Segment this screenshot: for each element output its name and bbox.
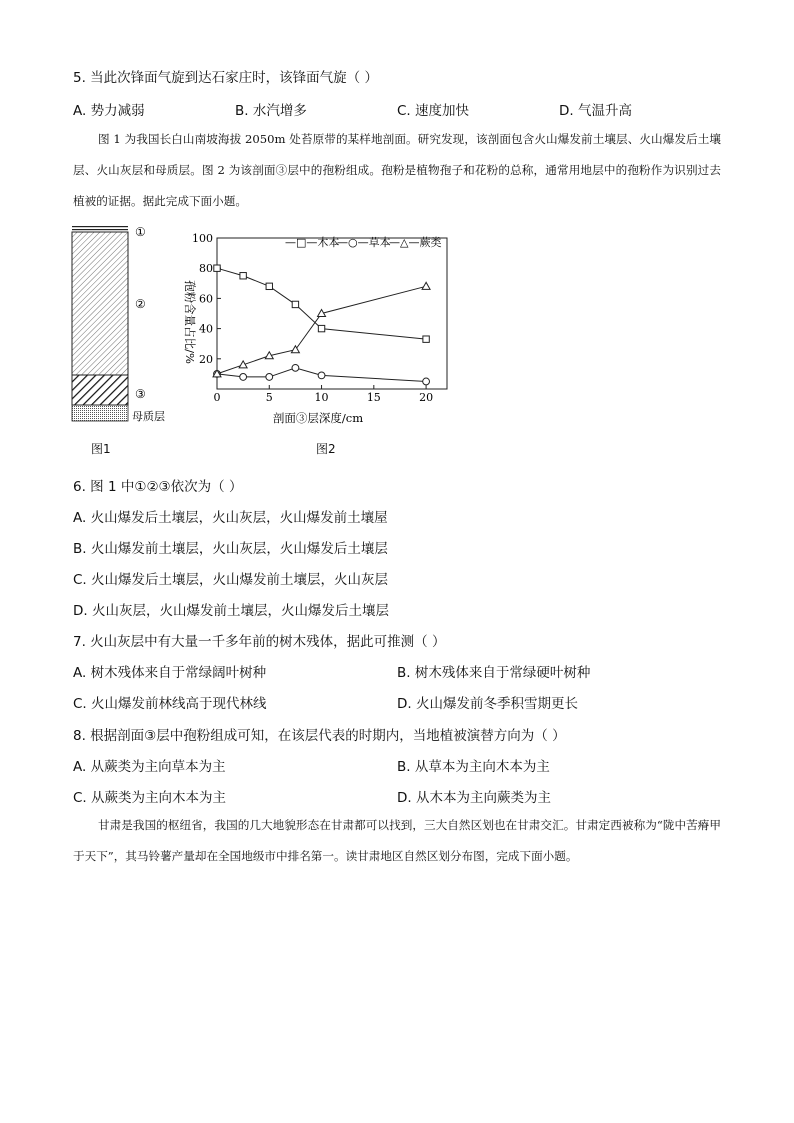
q5-option-a: A. 势力减弱 — [73, 103, 145, 119]
q7-option-a: A. 树木残体来自于常绿阔叶树种 — [73, 665, 267, 681]
x-tick-label: 10 — [314, 391, 329, 404]
x-axis-label: 剖面③层深度/cm — [272, 411, 364, 425]
q5-stem: 5. 当此次锋面气旋到达石家庄时，该锋面气旋（ ） — [73, 70, 378, 86]
fern-point — [422, 282, 430, 289]
herb-point — [423, 378, 430, 385]
woody-point — [318, 325, 324, 331]
herb-point — [292, 364, 299, 371]
q8-stem: 8. 根据剖面③层中孢粉组成可知，在该层代表的时期内，当地植被演替方向为（ ） — [73, 728, 566, 744]
q7-option-c: C. 火山爆发前林线高于现代林线 — [73, 696, 267, 712]
herb-point — [318, 372, 325, 379]
woody-point — [292, 301, 298, 307]
q6-stem: 6. 图 1 中①②③依次为（ ） — [73, 479, 243, 495]
figure-2-pollen-chart — [175, 226, 460, 431]
figure-2-caption: 图2 — [316, 442, 336, 456]
q8-option-c: C. 从蕨类为主向木本为主 — [73, 790, 227, 806]
layer-3-soil — [72, 375, 128, 405]
layer-1-line-b — [72, 229, 128, 230]
woody-point — [214, 265, 220, 271]
fern-point — [291, 346, 299, 353]
q7-option-d: D. 火山爆发前冬季积雪期更长 — [397, 696, 578, 712]
y-tick-label: 100 — [192, 232, 213, 245]
passage-1: 图 1 为我国长白山南坡海拔 2050m 处苔原带的某样地剖面。研究发现，该剖面包含火山爆发前土壤层、火山爆发后土壤层、火山灰层和母质层。图 2 为该剖面③层中的孢粉组成。孢粉是植物孢子和花粉的总称，通常用地层中的孢粉作为识别过去植被的证据。据此完成下面小题。 — [73, 132, 721, 208]
woody-point — [240, 273, 246, 279]
x-tick-label: 15 — [366, 391, 381, 404]
figure-1-caption: 图1 — [91, 442, 111, 456]
parent-material-layer — [72, 405, 128, 421]
y-tick-label: 40 — [199, 322, 213, 336]
x-tick-label: 5 — [265, 391, 273, 404]
q6-option-d: D. 火山灰层，火山爆发前土壤层，火山爆发后土壤层 — [73, 603, 389, 619]
q7-stem: 7. 火山灰层中有大量一千多年前的树木残体，据此可推测（ ） — [73, 634, 446, 650]
herb-point — [266, 374, 273, 381]
q8-option-d: D. 从木本为主向蕨类为主 — [397, 790, 551, 806]
layer-label-2: ② — [135, 297, 146, 311]
layer-label-1: ① — [135, 225, 146, 239]
chart-legend — [285, 235, 441, 249]
y-tick-label: 80 — [199, 262, 213, 276]
y-tick-label: 60 — [199, 292, 213, 306]
x-tick-label: 20 — [419, 391, 434, 404]
q6-option-b: B. 火山爆发前土壤层，火山灰层，火山爆发后土壤层 — [73, 541, 388, 557]
q5-option-b: B. 水汽增多 — [235, 103, 307, 119]
layer-1-line-a — [72, 226, 128, 227]
q6-option-a: A. 火山爆发后土壤层，火山灰层，火山爆发前土壤屋 — [73, 510, 388, 526]
layer-label-3: ③ — [135, 387, 146, 401]
woody-point — [423, 336, 429, 342]
woody-point — [266, 283, 272, 289]
q5-option-d: D. 气温升高 — [559, 103, 632, 119]
y-axis-label: 孢粉含量占比/% — [183, 280, 197, 364]
q8-option-b: B. 从草本为主向木本为主 — [397, 759, 550, 775]
q5-option-c: C. 速度加快 — [397, 103, 470, 119]
legend-woody: —□—木本 — [285, 236, 340, 249]
figure-1-soil-profile — [70, 222, 180, 427]
passage-2: 甘肃是我国的枢纽省，我国的几大地貌形态在甘肃都可以找到，三大自然区划也在甘肃交汇。甘肃定西被称为“陇中苦瘠甲于天下”，其马铃薯产量却在全国地级市中排名第一。读甘肃地区自然区划分布图，完成下面小题。 — [73, 818, 721, 863]
y-tick-label: 20 — [199, 352, 213, 366]
q8-option-a: A. 从蕨类为主向草本为主 — [73, 759, 226, 775]
q7-option-b: B. 树木残体来自于常绿硬叶树种 — [397, 665, 591, 681]
x-tick-label: 0 — [213, 391, 221, 404]
legend-fern: —△—蕨类 — [389, 236, 442, 249]
layer-label-parent: 母质层 — [132, 410, 165, 423]
herb-point — [240, 374, 247, 381]
q6-option-c: C. 火山爆发后土壤层，火山爆发前土壤层，火山灰层 — [73, 572, 389, 588]
chart-series — [213, 265, 430, 385]
plot-frame — [217, 238, 447, 389]
legend-herb: —○—草本 — [337, 236, 391, 249]
layer-2-volcanic-ash — [72, 232, 128, 375]
